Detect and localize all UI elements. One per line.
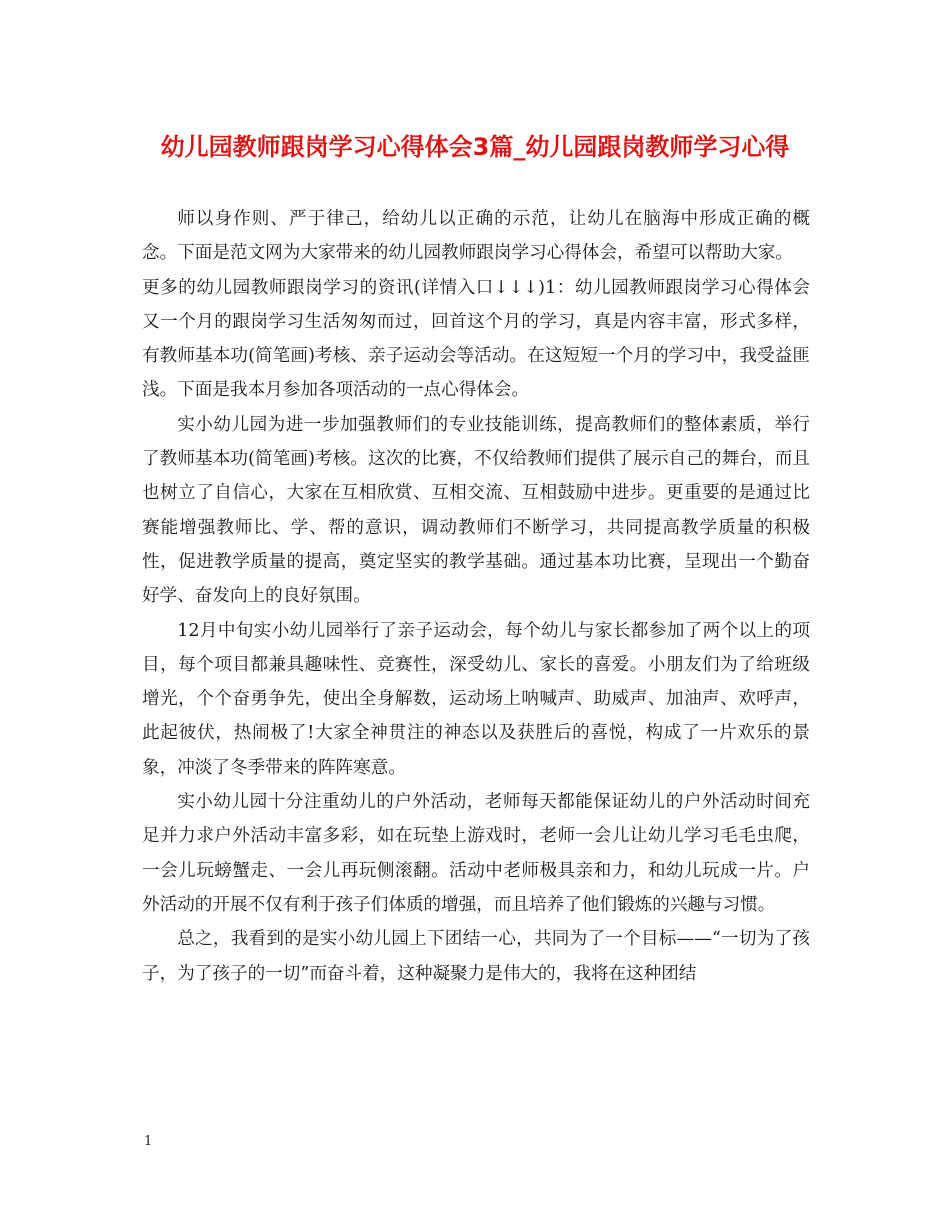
document-title: 幼儿园教师跟岗学习心得体会3篇_幼儿园跟岗教师学习心得	[160, 133, 790, 161]
paragraph-sports-meet: 12月中旬实小幼儿园举行了亲子运动会，每个幼儿与家长都参加了两个以上的项目，每个项目都兼具趣味性、竞赛性，深受幼儿、家长的喜爱。小朋友们为了给班级增光，个个奋勇争先，使出全身解数，运动场上呐喊声、助威声、加油声、欢呼声，此起彼伏，热闹极了!大家全神贯注的神态以及获胜后的喜悦，构成了一片欢乐的景象，冲淡了冬季带来的阵阵寒意。	[142, 620, 810, 778]
paragraph-intro: 师以身作则、严于律己，给幼儿以正确的示范，让幼儿在脑海中形成正确的概念。下面是范文网为大家带来的幼儿园教师跟岗学习心得体会，希望可以帮助大家。	[142, 209, 810, 264]
paragraph-more-info: 更多的幼儿园教师跟岗学习的资讯(详情入口↓↓↓)1：幼儿园教师跟岗学习心得体会 又一个月的跟岗学习生活匆匆而过，回首这个月的学习，真是内容丰富，形式多样，有教师基本功(简笔画)考核、亲子运动会等活动。在这短短一个月的学习中，我受益匪浅。下面是我本月参加各项活动的一点心得体会。	[142, 277, 846, 401]
paragraph-basic-skills: 实小幼儿园为进一步加强教师们的专业技能训练，提高教师们的整体素质，举行了教师基本功(简笔画)考核。这次的比赛，不仅给教师们提供了展示自己的舞台，而且也树立了自信心，大家在互相欣赏、互相交流、互相鼓励中进步。更重要的是通过比赛能增强教师比、学、帮的意识，调动教师们不断学习，共同提高教学质量的积极性，促进教学质量的提高，奠定坚实的教学基础。通过基本功比赛，呈现出一个勤奋好学、奋发向上的良好氛围。	[142, 414, 810, 607]
document-body	[142, 202, 846, 991]
paragraph-conclusion: 总之，我看到的是实小幼儿园上下团结一心，共同为了一个目标——“一切为了孩子，为了孩子的一切”而奋斗着，这种凝聚力是伟大的，我将在这种团结	[142, 929, 810, 984]
page-number: 1	[144, 1134, 153, 1149]
paragraph-outdoor-activities: 实小幼儿园十分注重幼儿的户外活动，老师每天都能保证幼儿的户外活动时间充足并力求户外活动丰富多彩，如在玩垫上游戏时，老师一会儿让幼儿学习毛毛虫爬，一会儿玩螃蟹走、一会儿再玩侧滚翻。活动中老师极具亲和力，和幼儿玩成一片。户外活动的开展不仅有利于孩子们体质的增强，而且培养了他们锻炼的兴趣与习惯。	[142, 792, 810, 915]
